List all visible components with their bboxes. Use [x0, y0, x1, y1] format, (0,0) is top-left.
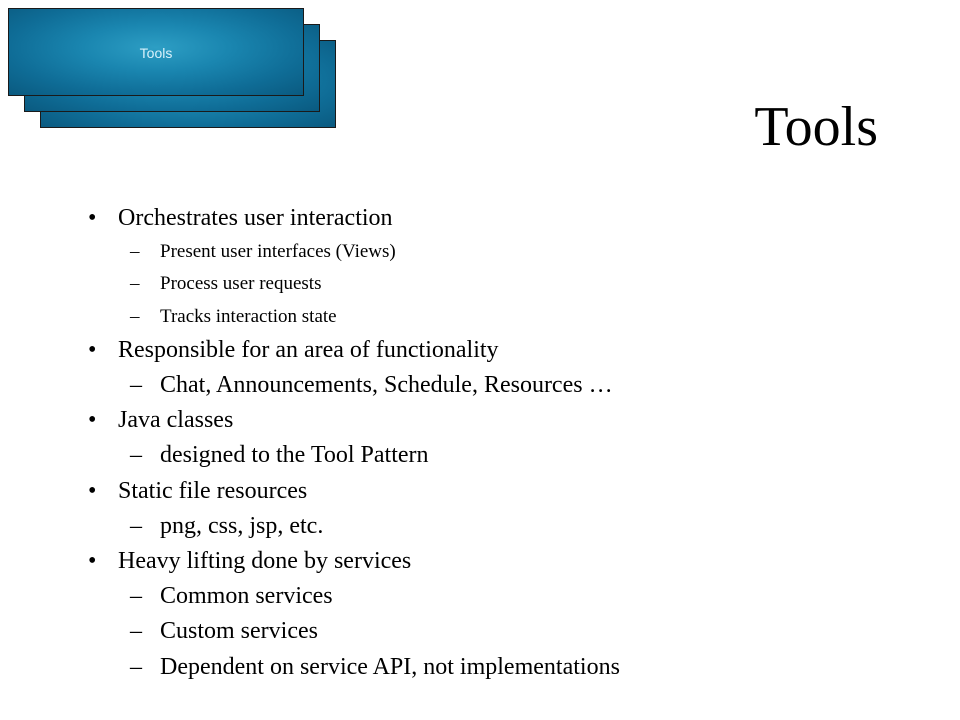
sub-bullet-text: Present user interfaces (Views)	[160, 241, 396, 262]
slide-title: Tools	[754, 96, 878, 158]
sub-bullet-text: png, css, jsp, etc.	[160, 513, 324, 539]
bullet-dot: •	[88, 548, 97, 574]
badge-card-front	[8, 8, 304, 96]
sub-bullet-dash: –	[130, 442, 142, 468]
sub-bullet-dash: –	[130, 654, 142, 680]
sub-bullet-dash: –	[130, 618, 142, 644]
sub-bullet-text: Dependent on service API, not implementations	[160, 654, 620, 680]
sub-bullet-text: Process user requests	[160, 273, 322, 294]
bullet-text: Static file resources	[118, 478, 308, 504]
sub-bullet-text: Chat, Announcements, Schedule, Resources …	[160, 372, 613, 398]
sub-bullet-dash: –	[130, 513, 142, 539]
bullet-dot: •	[88, 407, 97, 433]
bullet-text: Heavy lifting done by services	[118, 548, 412, 574]
sub-bullet-dash: –	[130, 273, 140, 294]
sub-bullet-dash: –	[130, 241, 140, 262]
badge-label: Tools	[139, 45, 173, 61]
sub-bullet-dash: –	[130, 306, 140, 327]
sub-bullet-text: Custom services	[160, 618, 318, 644]
bullet-dot: •	[88, 205, 97, 231]
bullet-text: Orchestrates user interaction	[118, 205, 393, 231]
bullet-text: Responsible for an area of functionality	[118, 337, 499, 363]
bullet-dot: •	[88, 337, 97, 363]
sub-bullet-dash: –	[130, 372, 142, 398]
bullet-dot: •	[88, 478, 97, 504]
sub-bullet-text: Tracks interaction state	[160, 306, 337, 327]
sub-bullet-dash: –	[130, 583, 142, 609]
sub-bullet-text: designed to the Tool Pattern	[160, 442, 429, 468]
bullet-text: Java classes	[118, 407, 234, 433]
sub-bullet-text: Common services	[160, 583, 333, 609]
